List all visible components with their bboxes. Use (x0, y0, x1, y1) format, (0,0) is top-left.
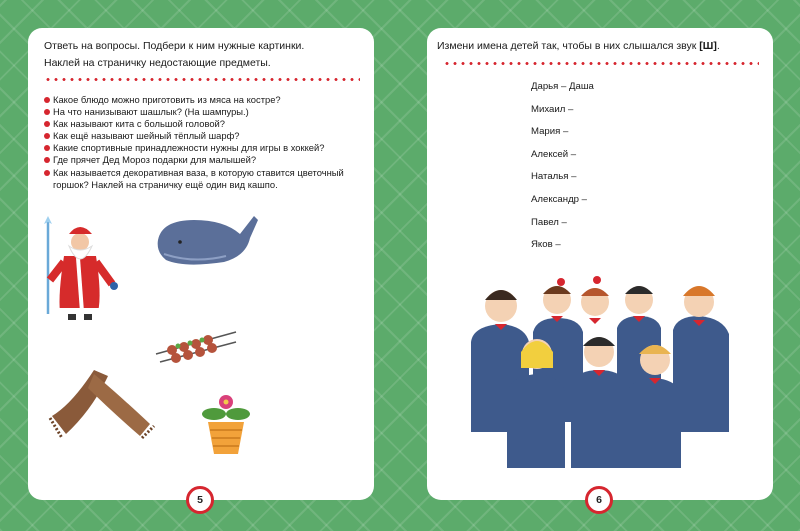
dotted-divider (44, 78, 360, 81)
right-instruction-end: . (716, 40, 720, 52)
ded-moroz-illustration (36, 214, 126, 324)
name-item: Дарья – Даша (531, 81, 594, 92)
question-item: Как называется декоративная ваза, в которую ставится цветочный горшок? Наклей на страничку ещё один вид кашпо. (44, 167, 366, 191)
name-item: Павел – (531, 216, 567, 228)
flower-pot-illustration (194, 390, 258, 460)
name-item: Мария – (531, 126, 569, 138)
name-item: Наталья – (531, 171, 577, 183)
left-instructions (44, 38, 364, 72)
instruction-line-1: Ответь на вопросы. Подбери к ним нужные картинки. (44, 40, 305, 52)
name-item: Александр – (531, 193, 588, 205)
right-instruction (437, 38, 757, 55)
whale-illustration (154, 202, 266, 272)
shashlik-illustration (152, 314, 238, 366)
children-choir-illustration (467, 272, 739, 468)
scarf-illustration (42, 364, 162, 450)
name-item: Яков – (531, 239, 561, 251)
question-item: Какие спортивные принадлежности нужны для игры в хоккей? (44, 142, 366, 154)
dotted-divider (443, 62, 759, 65)
page-number-left: 5 (186, 486, 214, 514)
question-item: Какое блюдо можно приготовить из мяса на костре? (44, 94, 366, 106)
question-item: Как ещё называют шейный тёплый шарф? (44, 130, 366, 142)
question-item: Где прячет Дед Мороз подарки для малышей? (44, 154, 366, 166)
name-item: Алексей – (531, 148, 577, 160)
name-item: Михаил – (531, 103, 574, 115)
sound-label: [Ш] (699, 40, 717, 52)
question-list (44, 94, 366, 191)
page-left (28, 28, 374, 506)
right-instruction-text: Измени имена детей так, чтобы в них слышался звук (437, 40, 697, 52)
instruction-line-2: Наклей на страничку недостающие предметы. (44, 57, 271, 69)
page-right (427, 28, 773, 506)
page-number-right: 6 (585, 486, 613, 514)
question-item: На что нанизывают шашлык? (На шампуры.) (44, 106, 366, 118)
names-list (531, 80, 594, 261)
question-item: Как называют кита с большой головой? (44, 118, 366, 130)
